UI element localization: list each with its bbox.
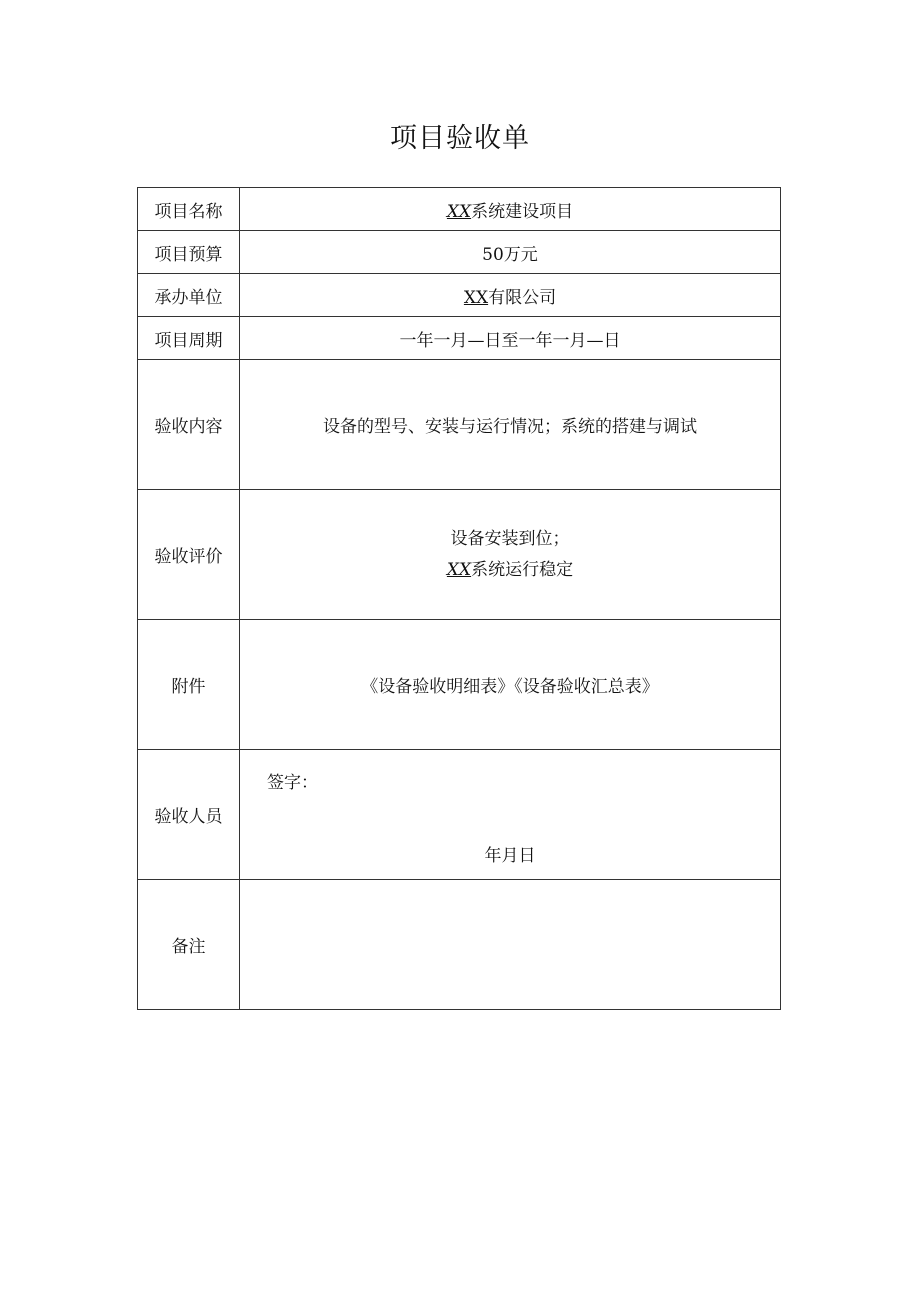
- signature-date-label: 年月日: [484, 846, 536, 866]
- label-acceptance-content: 验收内容: [138, 360, 240, 490]
- value-project-budget: 50万元: [240, 231, 781, 274]
- value-acceptance-content: 设备的型号、安装与运行情况；系统的搭建与调试: [240, 360, 781, 490]
- label-attachment: 附件: [138, 620, 240, 750]
- row-remarks: [138, 880, 781, 1010]
- unit-prefix: XX: [463, 287, 489, 308]
- row-acceptance-evaluation: [138, 490, 781, 620]
- row-project-period: [138, 317, 781, 360]
- row-undertaking-unit: [138, 274, 781, 317]
- value-acceptance-personnel: [240, 750, 781, 880]
- evaluation-line-2: [240, 555, 780, 586]
- acceptance-form-table: [137, 187, 781, 1010]
- project-name-prefix: XX: [446, 201, 472, 222]
- label-project-name: 项目名称: [138, 188, 240, 231]
- project-name-text: 系统建设项目: [471, 201, 574, 222]
- value-remarks: [240, 880, 781, 1010]
- value-undertaking-unit: [240, 274, 781, 317]
- value-acceptance-evaluation: [240, 490, 781, 620]
- row-acceptance-content: [138, 360, 781, 490]
- unit-text: 有限公司: [488, 287, 557, 308]
- row-attachment: [138, 620, 781, 750]
- signature-label: 签字：: [267, 773, 318, 793]
- value-project-name: [240, 188, 781, 231]
- label-acceptance-personnel: 验收人员: [138, 750, 240, 880]
- page-title: 项目验收单: [390, 123, 530, 154]
- row-acceptance-personnel: [138, 750, 781, 880]
- label-undertaking-unit: 承办单位: [138, 274, 240, 317]
- value-attachment: 《设备验收明细表》《设备验收汇总表》: [240, 620, 781, 750]
- evaluation-line-2-prefix: XX: [446, 559, 472, 580]
- value-project-period: 一年一月—日至一年一月—日: [240, 317, 781, 360]
- row-project-name: [138, 188, 781, 231]
- evaluation-line-1: 设备安装到位；: [450, 528, 570, 549]
- label-remarks: 备注: [138, 880, 240, 1010]
- row-project-budget: [138, 231, 781, 274]
- label-project-period: 项目周期: [138, 317, 240, 360]
- evaluation-line-2-text: 系统运行稳定: [471, 559, 574, 580]
- label-project-budget: 项目预算: [138, 231, 240, 274]
- label-acceptance-evaluation: 验收评价: [138, 490, 240, 620]
